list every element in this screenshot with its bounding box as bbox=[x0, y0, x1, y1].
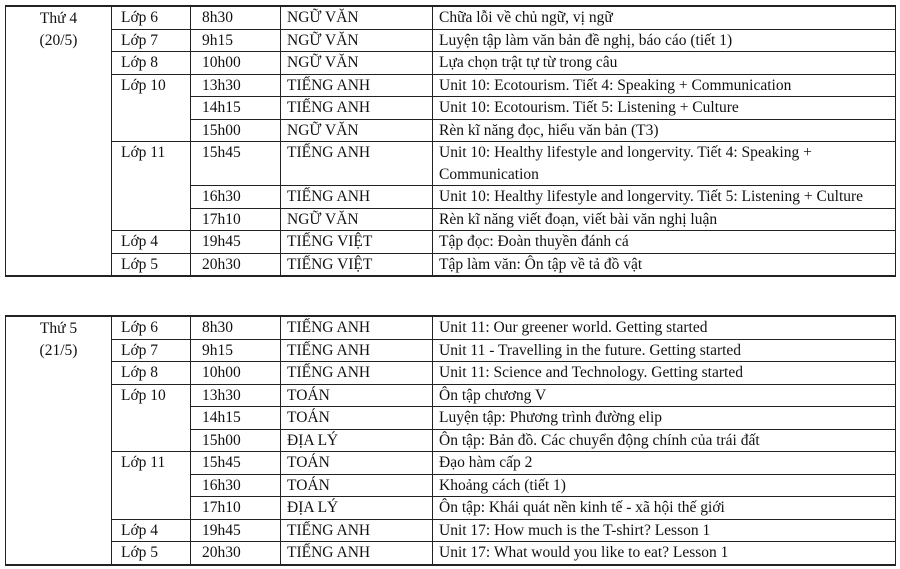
subject-cell: TIẾNG ANH bbox=[281, 74, 433, 97]
lesson-cell: Unit 11: Science and Technology. Getting started bbox=[433, 362, 896, 385]
time-cell: 15h45 bbox=[191, 452, 281, 475]
table-row bbox=[6, 452, 896, 475]
table-row bbox=[6, 29, 896, 52]
time-cell: 9h15 bbox=[191, 29, 281, 52]
time-cell: 17h10 bbox=[191, 208, 281, 231]
time-cell: 13h30 bbox=[191, 384, 281, 407]
subject-cell: NGỮ VĂN bbox=[281, 119, 433, 142]
class-cell: Lớp 4 bbox=[112, 519, 191, 542]
subject-cell: NGỮ VĂN bbox=[281, 208, 433, 231]
class-cell: Lớp 4 bbox=[112, 231, 191, 254]
class-cell: Lớp 5 bbox=[112, 253, 191, 276]
table-row bbox=[6, 6, 896, 29]
subject-cell: TIẾNG VIỆT bbox=[281, 231, 433, 254]
subject-cell: TIẾNG ANH bbox=[281, 316, 433, 339]
lesson-cell: Ôn tập: Bản đồ. Các chuyển động chính của trái đất bbox=[433, 429, 896, 452]
subject-cell: TIẾNG ANH bbox=[281, 142, 433, 186]
subject-cell: TIẾNG ANH bbox=[281, 97, 433, 120]
day-cell bbox=[6, 6, 112, 276]
time-cell: 17h10 bbox=[191, 497, 281, 520]
subject-cell: TIẾNG ANH bbox=[281, 186, 433, 209]
subject-cell: TIẾNG ANH bbox=[281, 339, 433, 362]
time-cell: 16h30 bbox=[191, 474, 281, 497]
lesson-cell: Unit 10: Healthy lifestyle and longervity. Tiết 5: Listening + Culture bbox=[433, 186, 896, 209]
lesson-cell: Luyện tập làm văn bản đề nghị, báo cáo (tiết 1) bbox=[433, 29, 896, 52]
table-row bbox=[6, 74, 896, 97]
day-label: Thứ 4 bbox=[39, 10, 78, 27]
class-cell: Lớp 11 bbox=[112, 452, 191, 520]
lesson-cell: Khoảng cách (tiết 1) bbox=[433, 474, 896, 497]
day-cell bbox=[6, 316, 112, 565]
class-cell: Lớp 7 bbox=[112, 29, 191, 52]
time-cell: 15h00 bbox=[191, 429, 281, 452]
time-cell: 20h30 bbox=[191, 253, 281, 276]
lesson-cell: Unit 10: Healthy lifestyle and longervity. Tiết 4: Speaking + Communication bbox=[433, 142, 896, 186]
schedule-table-thu4 bbox=[5, 5, 896, 277]
subject-cell: TIẾNG ANH bbox=[281, 519, 433, 542]
time-cell: 19h45 bbox=[191, 231, 281, 254]
class-cell: Lớp 8 bbox=[112, 362, 191, 385]
class-cell: Lớp 6 bbox=[112, 6, 191, 29]
lesson-cell: Unit 17: What would you like to eat? Lesson 1 bbox=[433, 542, 896, 565]
lesson-cell: Đạo hàm cấp 2 bbox=[433, 452, 896, 475]
lesson-cell: Ôn tập chương V bbox=[433, 384, 896, 407]
lesson-cell: Unit 11: Our greener world. Getting started bbox=[433, 316, 896, 339]
lesson-cell: Tập đọc: Đoàn thuyền đánh cá bbox=[433, 231, 896, 254]
table-row bbox=[6, 253, 896, 276]
date-label: (20/5) bbox=[39, 31, 78, 49]
lesson-cell: Rèn kĩ năng đọc, hiểu văn bản (T3) bbox=[433, 119, 896, 142]
day-label: Thứ 5 bbox=[39, 320, 78, 337]
subject-cell: TOÁN bbox=[281, 452, 433, 475]
lesson-cell: Unit 10: Ecotourism. Tiết 5: Listening + Culture bbox=[433, 97, 896, 120]
table-row bbox=[6, 142, 896, 186]
lesson-cell: Unit 17: How much is the T-shirt? Lesson 1 bbox=[433, 519, 896, 542]
lesson-cell: Ôn tập: Khái quát nền kinh tế - xã hội thế giới bbox=[433, 497, 896, 520]
date-label: (21/5) bbox=[39, 341, 78, 359]
table-row bbox=[6, 52, 896, 75]
time-cell: 20h30 bbox=[191, 542, 281, 565]
class-cell: Lớp 5 bbox=[112, 542, 191, 565]
time-cell: 16h30 bbox=[191, 186, 281, 209]
table-row bbox=[6, 362, 896, 385]
table-row bbox=[6, 542, 896, 565]
lesson-cell: Unit 11 - Travelling in the future. Getting started bbox=[433, 339, 896, 362]
time-cell: 19h45 bbox=[191, 519, 281, 542]
subject-cell: TIẾNG ANH bbox=[281, 362, 433, 385]
class-cell: Lớp 7 bbox=[112, 339, 191, 362]
time-cell: 14h15 bbox=[191, 97, 281, 120]
time-cell: 15h45 bbox=[191, 142, 281, 186]
table-row bbox=[6, 316, 896, 339]
subject-cell: TOÁN bbox=[281, 474, 433, 497]
lesson-cell: Chữa lỗi về chủ ngữ, vị ngữ bbox=[433, 6, 896, 29]
table-row bbox=[6, 231, 896, 254]
time-cell: 13h30 bbox=[191, 74, 281, 97]
time-cell: 8h30 bbox=[191, 316, 281, 339]
subject-cell: NGỮ VĂN bbox=[281, 29, 433, 52]
table-row bbox=[6, 339, 896, 362]
time-cell: 8h30 bbox=[191, 6, 281, 29]
class-cell: Lớp 8 bbox=[112, 52, 191, 75]
time-cell: 15h00 bbox=[191, 119, 281, 142]
schedule-table-thu5 bbox=[5, 315, 896, 566]
class-cell: Lớp 6 bbox=[112, 316, 191, 339]
subject-cell: TOÁN bbox=[281, 407, 433, 430]
subject-cell: ĐỊA LÝ bbox=[281, 497, 433, 520]
subject-cell: NGỮ VĂN bbox=[281, 6, 433, 29]
subject-cell: ĐỊA LÝ bbox=[281, 429, 433, 452]
lesson-cell: Luyện tập: Phương trình đường elip bbox=[433, 407, 896, 430]
time-cell: 10h00 bbox=[191, 52, 281, 75]
subject-cell: NGỮ VĂN bbox=[281, 52, 433, 75]
time-cell: 10h00 bbox=[191, 362, 281, 385]
lesson-cell: Rèn kĩ năng viết đoạn, viết bài văn nghị luận bbox=[433, 208, 896, 231]
subject-cell: TIẾNG ANH bbox=[281, 542, 433, 565]
lesson-cell: Tập làm văn: Ôn tập về tả đồ vật bbox=[433, 253, 896, 276]
time-cell: 14h15 bbox=[191, 407, 281, 430]
lesson-cell: Unit 10: Ecotourism. Tiết 4: Speaking + Communication bbox=[433, 74, 896, 97]
subject-cell: TOÁN bbox=[281, 384, 433, 407]
table-row bbox=[6, 384, 896, 407]
class-cell: Lớp 10 bbox=[112, 74, 191, 142]
table-row bbox=[6, 519, 896, 542]
subject-cell: TIẾNG VIỆT bbox=[281, 253, 433, 276]
class-cell: Lớp 10 bbox=[112, 384, 191, 452]
lesson-cell: Lựa chọn trật tự từ trong câu bbox=[433, 52, 896, 75]
class-cell: Lớp 11 bbox=[112, 142, 191, 231]
time-cell: 9h15 bbox=[191, 339, 281, 362]
